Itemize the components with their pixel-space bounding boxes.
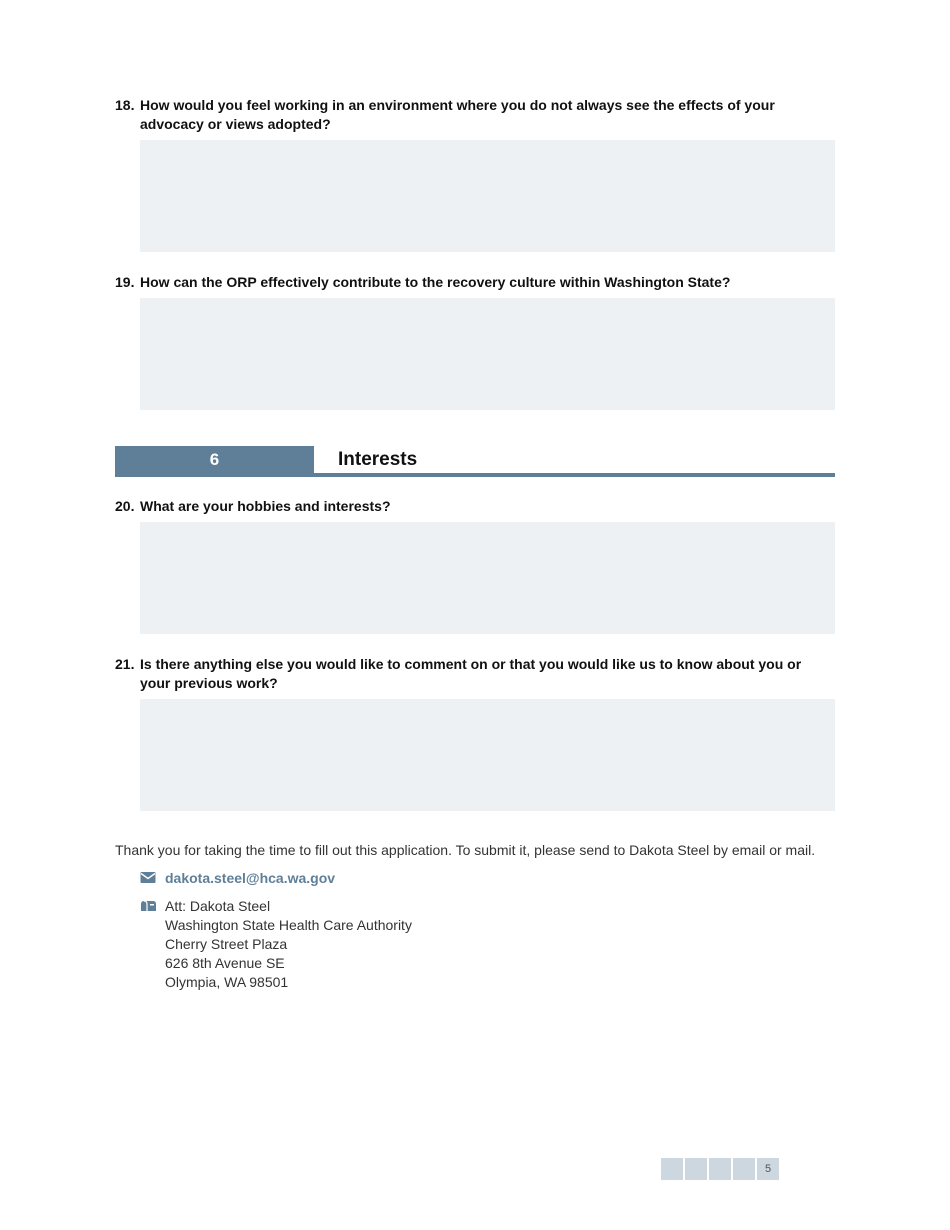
- question-number: 21.: [115, 656, 135, 672]
- answer-field-18[interactable]: [140, 140, 835, 252]
- question-21-heading: [115, 655, 835, 693]
- footer-decoration: [709, 1158, 731, 1180]
- section-header-interests: [115, 446, 835, 477]
- address-line: 626 8th Avenue SE: [165, 955, 285, 971]
- question-18: [115, 96, 835, 252]
- question-21: [115, 655, 835, 811]
- footer-decoration: [733, 1158, 755, 1180]
- question-text: How would you feel working in an environment where you do not always see the effects of your advocacy or views adopted?: [140, 97, 775, 132]
- envelope-icon: [140, 871, 157, 885]
- thank-you-text: Thank you for taking the time to fill out this application. To submit it, please send to Dakota Steel by email or mail.: [115, 842, 816, 858]
- question-number: 18.: [115, 97, 135, 113]
- page-footer: [661, 1158, 779, 1180]
- address-line: Olympia, WA 98501: [165, 974, 289, 990]
- answer-field-19[interactable]: [140, 298, 835, 410]
- section-number: 6: [115, 446, 314, 477]
- footer-decoration: [685, 1158, 707, 1180]
- section-title: Interests: [338, 449, 418, 470]
- question-text: What are your hobbies and interests?: [140, 498, 391, 514]
- question-text: Is there anything else you would like to comment on or that you would like us to know about you or your previous work?: [140, 656, 802, 691]
- address-line: Cherry Street Plaza: [165, 936, 288, 952]
- answer-field-21[interactable]: [140, 699, 835, 811]
- mailing-address: [165, 897, 412, 992]
- email-contact: [140, 869, 335, 888]
- address-line: Att: Dakota Steel: [165, 898, 271, 914]
- mail-contact: [140, 897, 412, 992]
- question-18-heading: [115, 96, 835, 134]
- section-divider: [314, 473, 835, 477]
- question-number: 20.: [115, 498, 135, 514]
- question-20-heading: [115, 497, 835, 516]
- mailbox-icon: [140, 899, 157, 913]
- address-line: Washington State Health Care Authority: [165, 917, 412, 933]
- answer-field-20[interactable]: [140, 522, 835, 634]
- question-19: [115, 273, 835, 410]
- footer-decoration: [661, 1158, 683, 1180]
- question-19-heading: [115, 273, 835, 292]
- question-text: How can the ORP effectively contribute to the recovery culture within Washington State?: [140, 274, 731, 290]
- page-number: 5: [757, 1158, 779, 1180]
- email-link[interactable]: dakota.steel@hca.wa.gov: [165, 870, 336, 886]
- question-20: [115, 497, 835, 634]
- question-number: 19.: [115, 274, 135, 290]
